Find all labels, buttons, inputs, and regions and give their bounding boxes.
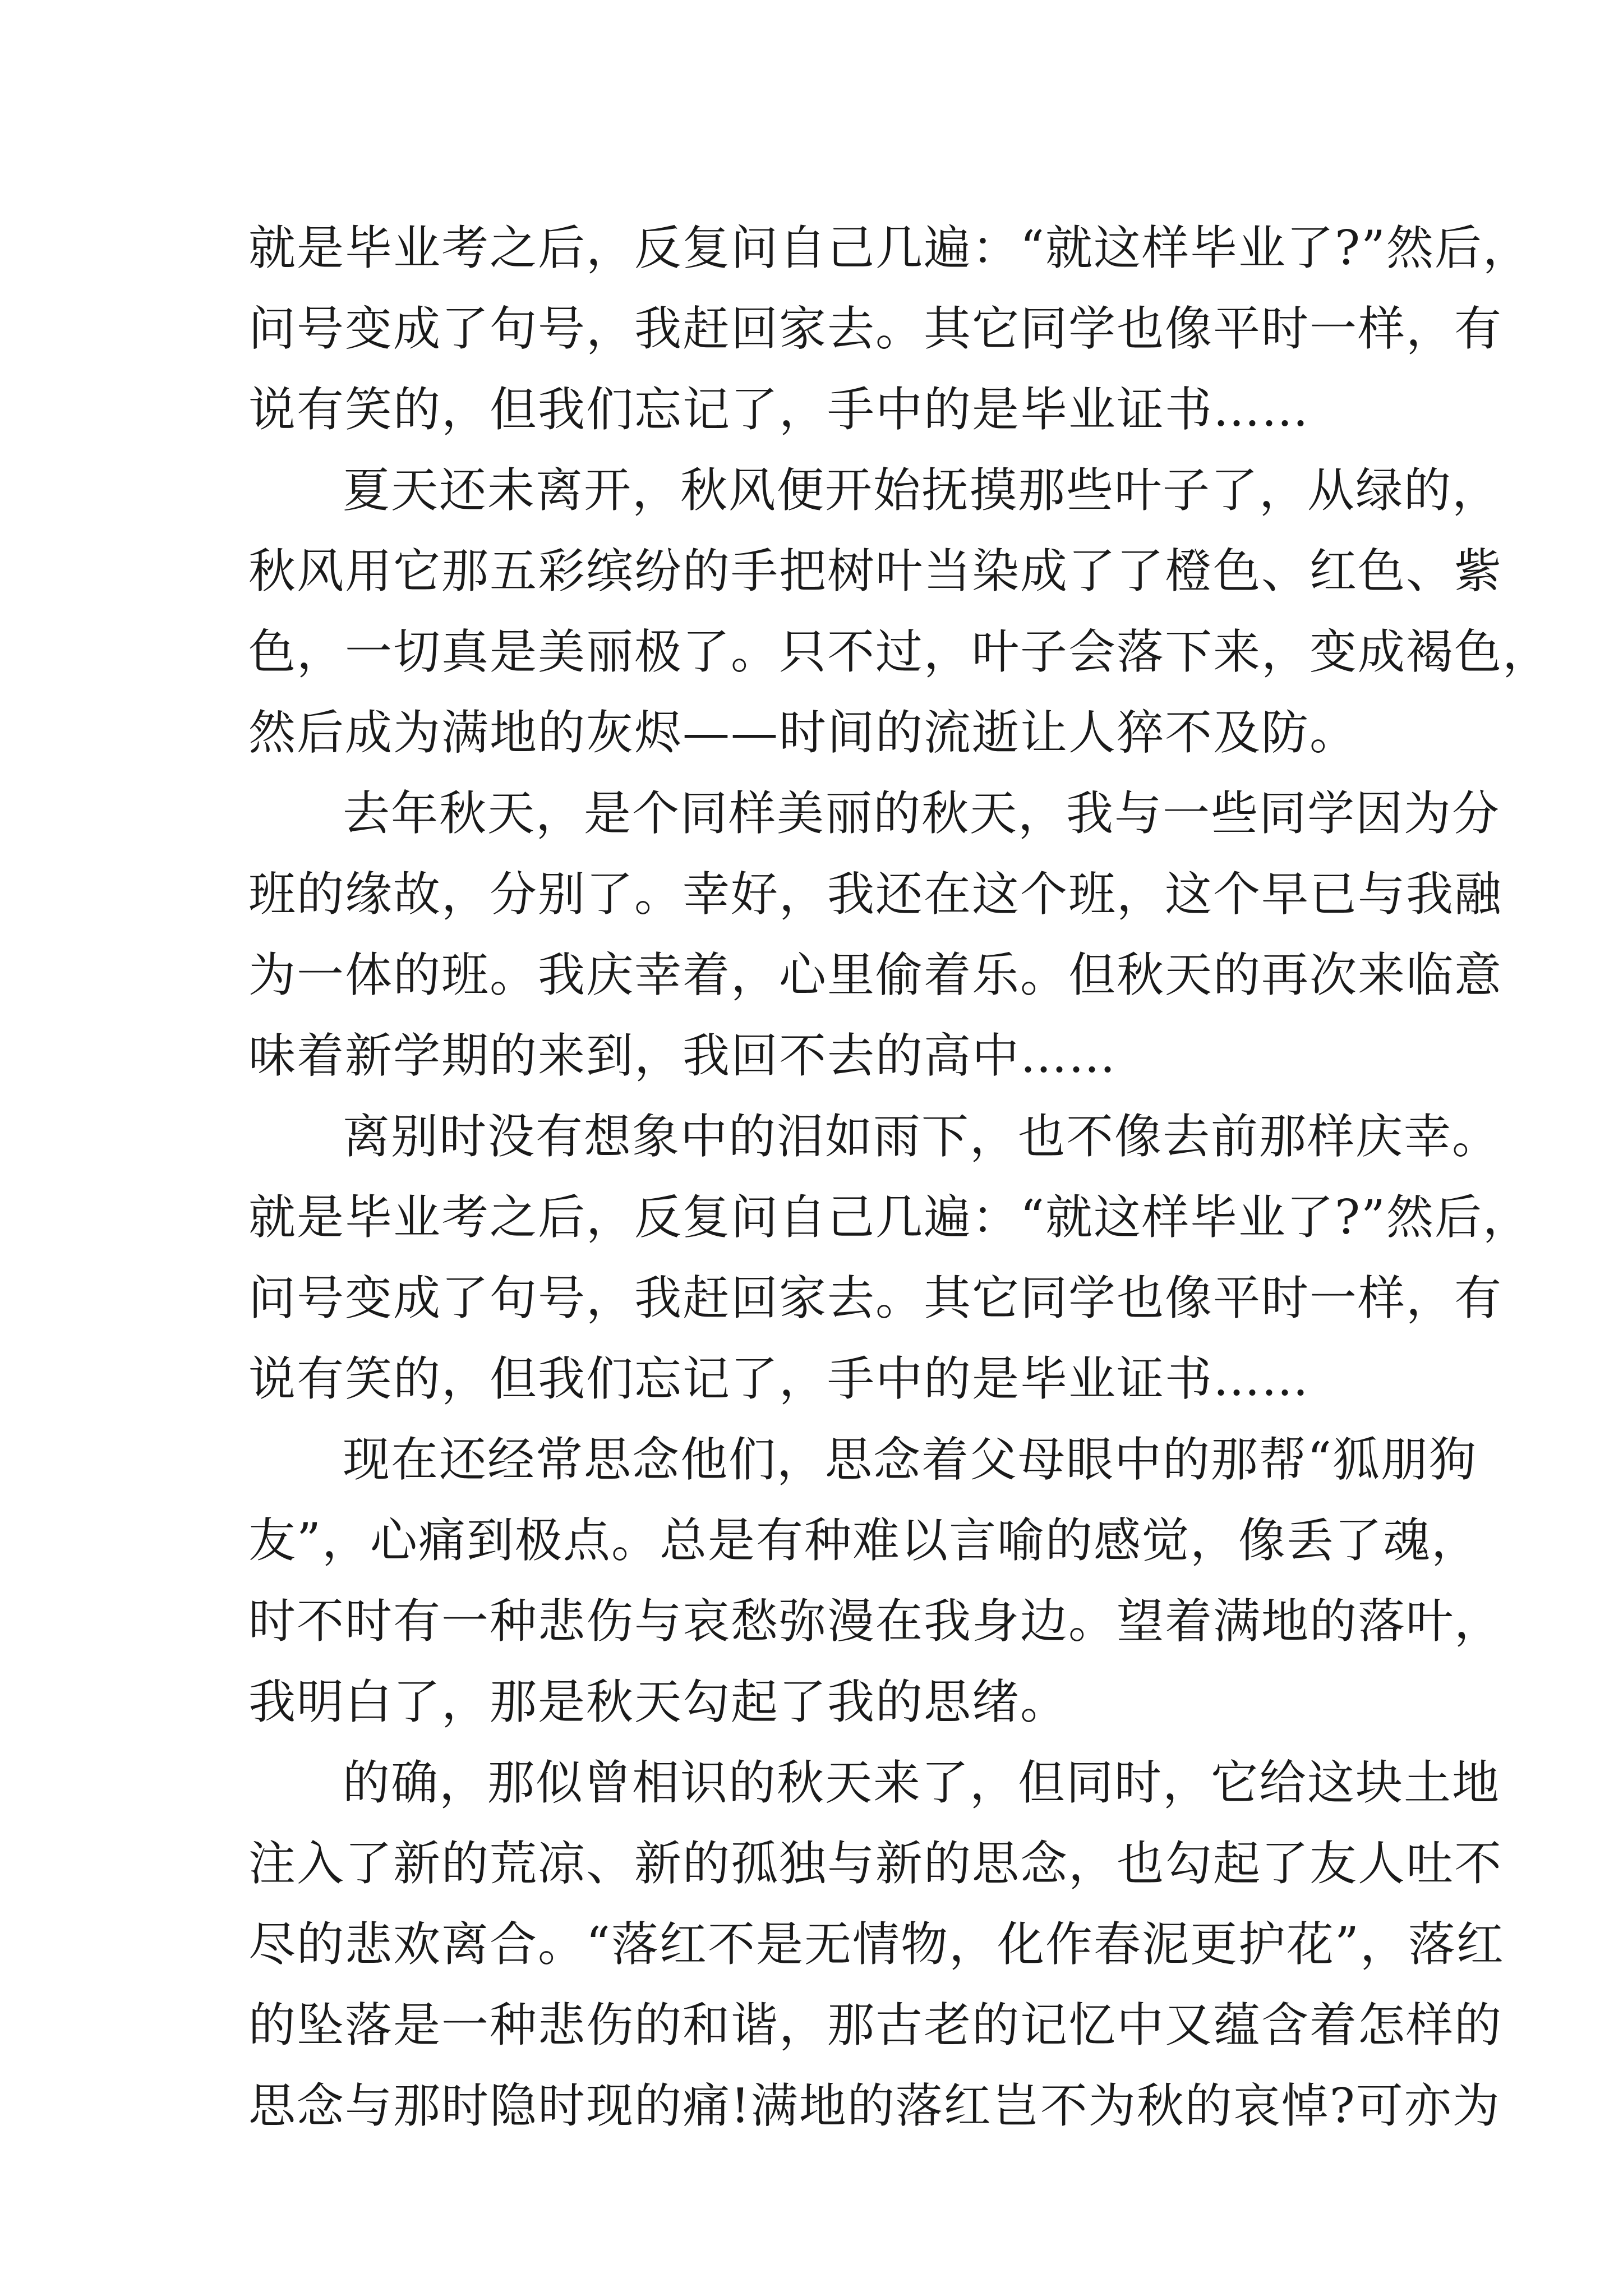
text-line-14: 问号变成了句号，我赶回家去。其它同学也像平时一样，有: [248, 1271, 1503, 1326]
text-line-11: 味着新学期的来到，我回不去的高中……: [248, 1028, 1117, 1083]
text-line-2: 问号变成了句号，我赶回家去。其它同学也像平时一样，有: [248, 301, 1503, 356]
text-line-22: 尽的悲欢离合。“落红不是无情物，化作春泥更护花”，落红: [248, 1917, 1505, 1972]
text-line-17: 友”，心痛到极点。总是有种难以言喻的感觉，像丢了魂，: [248, 1513, 1479, 1568]
text-line-18: 时不时有一种悲伤与哀愁弥漫在我身边。望着满地的落叶，: [248, 1594, 1503, 1649]
text-line-5: 秋风用它那五彩缤纷的手把树叶当染成了了橙色、红色、紫: [248, 544, 1503, 599]
text-line-21: 注入了新的荒凉、新的孤独与新的思念，也勾起了友人吐不: [248, 1836, 1503, 1891]
text-line-7: 然后成为满地的灰烬——时间的流逝让人猝不及防。: [248, 705, 1358, 760]
text-line-24: 思念与那时隐时现的痛!满地的落红岂不为秋的哀悼?可亦为: [248, 2078, 1501, 2133]
text-line-1: 就是毕业考之后，反复问自己几遍：“就这样毕业了?”然后，: [248, 220, 1531, 275]
text-line-15: 说有笑的，但我们忘记了，手中的是毕业证书……: [248, 1351, 1310, 1406]
text-line-9: 班的缘故，分别了。幸好，我还在这个班，这个早已与我融: [248, 867, 1503, 922]
text-line-20: 的确，那似曾相识的秋天来了，但同时，它给这块土地: [343, 1755, 1501, 1810]
text-line-12: 离别时没有想象中的泪如雨下，也不像去前那样庆幸。: [343, 1109, 1501, 1164]
text-line-16: 现在还经常思念他们，思念着父母眼中的那帮“狐朋狗: [343, 1432, 1477, 1487]
text-line-19: 我明白了，那是秋天勾起了我的思绪。: [248, 1674, 1069, 1729]
text-line-6: 色，一切真是美丽极了。只不过，叶子会落下来，变成褐色，: [248, 624, 1551, 679]
text-line-10: 为一体的班。我庆幸着，心里偷着乐。但秋天的再次来临意: [248, 947, 1503, 1002]
text-line-23: 的坠落是一种悲伤的和谐，那古老的记忆中又蕴含着怎样的: [248, 1998, 1503, 2053]
text-line-4: 夏天还未离开，秋风便开始抚摸那些叶子了，从绿的，: [343, 463, 1501, 518]
text-line-8: 去年秋天，是个同样美丽的秋天，我与一些同学因为分: [343, 786, 1501, 841]
body-text: [248, 208, 1551, 2146]
text-line-3: 说有笑的，但我们忘记了，手中的是毕业证书……: [248, 382, 1310, 437]
text-line-13: 就是毕业考之后，反复问自己几遍：“就这样毕业了?”然后，: [248, 1190, 1531, 1245]
